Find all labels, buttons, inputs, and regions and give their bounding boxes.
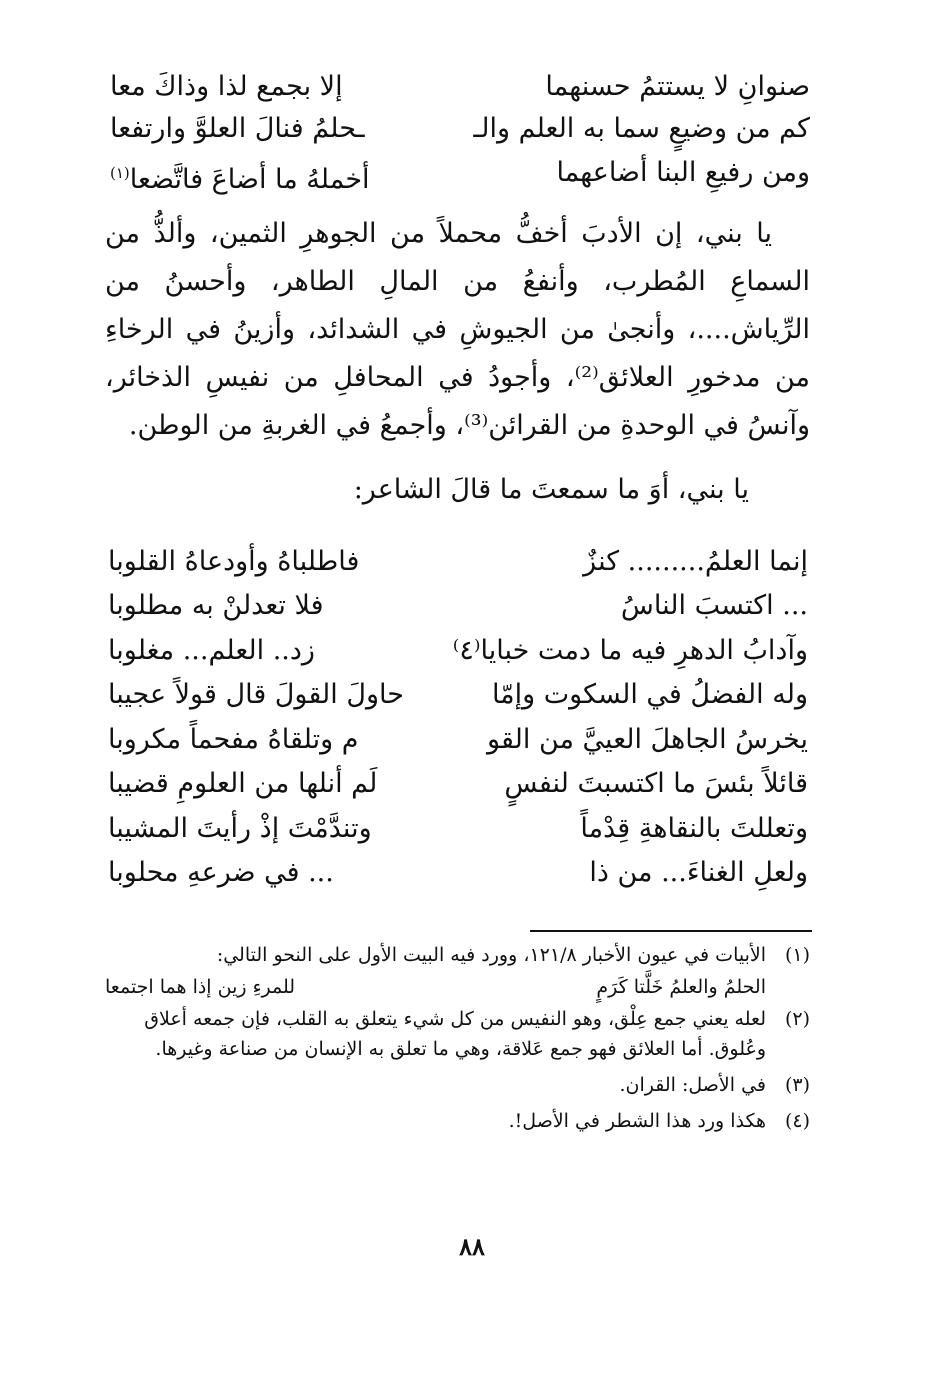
verse-second-hemistich: أخملهُ ما أضاعَ فاتَّضعا$^{(١)}$ <box>110 164 370 195</box>
verse-first-hemistich: إنما العلمُ......... كنزٌ <box>583 546 808 577</box>
verse-line <box>108 767 808 807</box>
verse-second-hemistich: فلا تعدلنْ به مطلوبا <box>108 590 324 621</box>
verse-first-hemistich: كم من وضيعٍ سما به العلم والـ <box>473 113 810 144</box>
verse-line <box>108 723 808 763</box>
verse-line <box>108 678 808 718</box>
verse-first-hemistich: ومن رفيعِ البنا أضاعهما <box>556 157 810 188</box>
footnote-number: (٤) <box>784 1110 810 1132</box>
verse-line <box>110 70 810 110</box>
verse-first-hemistich: الحلمُ والعلمُ خَلَّتا كَرَمٍ <box>596 976 766 998</box>
footnote-number: (١) <box>784 944 810 966</box>
verse-second-hemistich: وتندَّمْتَ إذْ رأيتَ المشيبا <box>108 813 372 844</box>
verse-second-hemistich: فاطلباهُ وأودعاهُ القلوبا <box>108 546 360 577</box>
verse-second-hemistich: حاولَ القولَ قال قولاً عجيبا <box>108 679 404 710</box>
verse-first-hemistich: وتعللتَ بالنقاهةِ قِدْماً <box>580 813 808 844</box>
verse-second-hemistich: لَم أنلها من العلومِ قضيبا <box>108 768 378 799</box>
verse-line <box>108 634 808 674</box>
body-paragraph: يا بني، إن الأدبَ أخفُّ محملاً من الجوهرِ الثمين، وألذُّ من السماعِ المُطرب، وأنفعُ من المالِ الطاهر، وأحسنُ من الرِّياش....، وأنجىٰ من الجيوشِ في الشدائد، وأزينُ في الرخاءِ من مدخورِ العلائق⁽²⁾، وأجودُ في المحافلِ من نفيسِ الذخائر، وآنسُ في الوحدةِ من القرائن⁽³⁾، وأجمعُ في الغربةِ من الوطن. <box>105 218 810 441</box>
footnote-text: الأبيات في عيون الأخبار ١٢١/٨، وورد فيه البيت الأول على النحو التالي: <box>216 944 766 966</box>
verse-second-hemistich: م وتلقاهُ مفحماً مكروبا <box>108 724 359 755</box>
verse-second-hemistich: ... في ضرعهِ محلوبا <box>108 857 334 888</box>
footnote-text: في الأصل: القران. <box>619 1074 766 1096</box>
verse-first-hemistich: ... اكتسبَ الناسُ <box>620 590 808 621</box>
footnote-text: لعله يعني جمع عِلْق، وهو النفيس من كل شيء يتعلق به القلب، فإن جمعه أعلاق وعُلوق. أما العلائق فهو جمع عَلاقة، وهي ما تعلق به الإنسان من صناعة وغيرها. <box>144 1008 766 1060</box>
footnote-item <box>105 940 810 970</box>
footnote-verse <box>105 970 766 1004</box>
verse-first-hemistich: صنوانِ لا يستتمُ حسنهما <box>545 71 810 102</box>
footnote-text: هكذا ورد هذا الشطر في الأصل!. <box>508 1110 766 1132</box>
verse-line <box>110 156 810 196</box>
footnotes <box>105 940 810 1136</box>
footnote-number: (٣) <box>784 1074 810 1096</box>
verse-line <box>110 112 810 152</box>
verse-second-hemistich: زد.. العلم... مغلوبا <box>108 635 315 666</box>
verse-line <box>108 856 808 896</box>
verse-second-hemistich: إلا بجمع لذا وذاكَ معا <box>110 71 343 102</box>
poem-intro: يا بني، أوَ ما سمعتَ ما قالَ الشاعر: <box>353 474 749 505</box>
verse-second-hemistich: للمرءِ زين إذا هما اجتمعا <box>105 976 296 998</box>
footnote-item <box>105 1004 810 1064</box>
verse-first-hemistich: قائلاً بئسَ ما اكتسبتَ لنفسٍ <box>504 768 808 799</box>
verse-line <box>108 589 808 629</box>
footnote-ref: (١) <box>110 164 130 182</box>
verse-second-hemistich: ـحلمُ فنالَ العلوَّ وارتفعا <box>110 113 365 144</box>
footnote-item <box>105 1070 810 1100</box>
poem-top <box>110 70 810 200</box>
footnote-item <box>105 1106 810 1136</box>
poem-main <box>108 545 808 905</box>
footnote-separator <box>530 930 812 932</box>
verse-first-hemistich: ولعلِ الغناءَ... من ذا <box>589 857 808 888</box>
footnote-number: (٢) <box>784 1008 810 1030</box>
verse-line <box>108 812 808 852</box>
verse-first-hemistich: وله الفضلُ في السكوت وإمّا <box>491 679 808 710</box>
verse-first-hemistich: وآدابُ الدهرِ فيه ما دمت خبايا⁽٤⁾ <box>452 635 808 666</box>
page-number: ٨٨ <box>459 1232 485 1261</box>
verse-first-hemistich: يخرسُ الجاهلَ العييَّ من القو <box>487 724 808 755</box>
verse-line <box>108 545 808 585</box>
